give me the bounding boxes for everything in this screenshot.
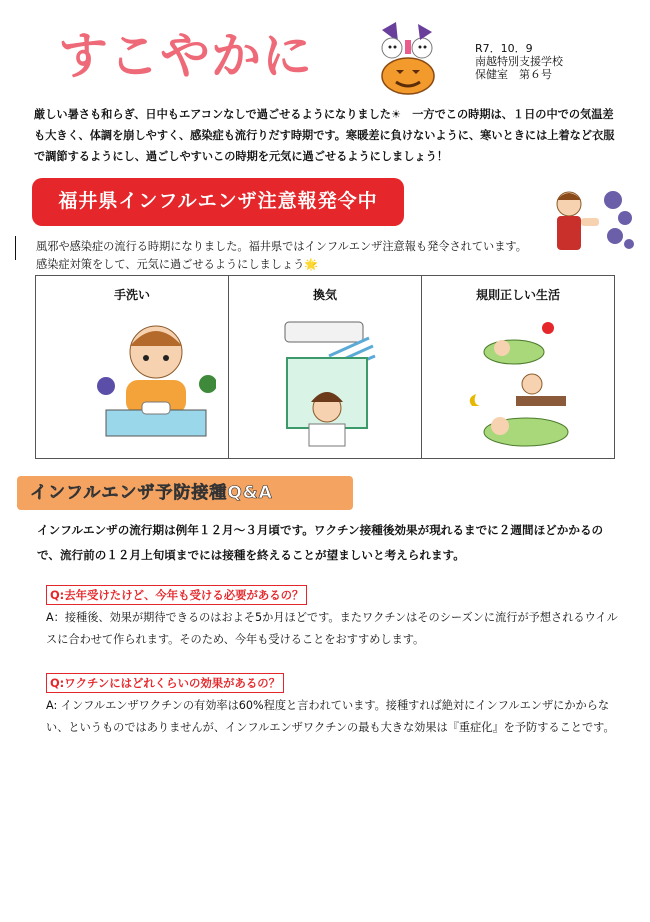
tip-label: 手洗い (113, 288, 150, 302)
handwashing-illustration (96, 310, 216, 450)
prevention-tips-table (35, 275, 615, 459)
regular-life-illustration (466, 314, 586, 454)
tip-label: 換気 (312, 288, 337, 302)
flu-alert-line-1: 風邪や感染症の流行る時期になりました。福井県ではインフルエンザ注意報も発令されています。 (36, 240, 527, 253)
flu-alert-banner: 福井県インフルエンザ注意報発令中 (58, 190, 378, 212)
question-2: Q:ワクチンにはどれくらいの効果があるの？ (46, 673, 284, 693)
issue-info (475, 42, 563, 81)
answer-1: A：接種後、効果が期待できるのはおよそ5か月ほどです。またワクチンはそのシーズンに流行が予想されるウイルスに合わせて作られます。そのため、今年も受けることをおすすめします。 (46, 611, 618, 646)
vaccine-body: インフルエンザの流行期は例年１２月～３月頃です。ワクチン接種後効果が現れるまでに２週間ほどかかるので、流行前の１２月上旬頃までには接種を終えることが望ましいと考えられます。 (37, 523, 604, 562)
tip-regular-life (422, 276, 614, 458)
flu-alert-line-2: 感染症対策をして、元気に過ごせるようにしましょう🌟 (36, 258, 319, 271)
question-1: Q:去年受けたけど、今年も受ける必要があるの？ (46, 585, 307, 605)
intro-paragraph: 厳しい暑さも和らぎ、日中もエアコンなしで過ごせるようになりました☀ 一方でこの時期は、１日の中での気温差も大きく、体調を崩しやすく、感染症も流行りだす時期です。寒暖差に負けないように、寒いときには上着など衣服で調節するようにし、過ごしやすいこの時期を元気に過ごせるようにしましょう！ (34, 108, 615, 163)
newsletter-title: すこやかに (58, 27, 313, 85)
halloween-pumpkin-illustration (368, 18, 448, 98)
ventilation-illustration (279, 316, 379, 451)
boy-germs-illustration (543, 182, 635, 262)
tip-ventilation (229, 276, 422, 458)
tip-handwashing (36, 276, 229, 458)
answer-2: A: インフルエンザワクチンの有効率は60%程度と言われています。接種すれば絶対にインフルエンザにかからない、というものではありませんが、インフルエンザワクチンの最も大きな効果は『重症化』を予防することです。 (46, 699, 615, 734)
tip-label: 規則正しい生活 (475, 288, 560, 302)
text-cursor (15, 236, 16, 260)
issue-date: R7．10．9 (475, 42, 533, 55)
flu-alert-text (36, 238, 536, 274)
school-name: 南越特別支援学校 (475, 55, 563, 68)
vaccine-heading: インフルエンザ予防接種Q&A (30, 483, 273, 503)
issue-number: 保健室 第６号 (475, 68, 552, 81)
